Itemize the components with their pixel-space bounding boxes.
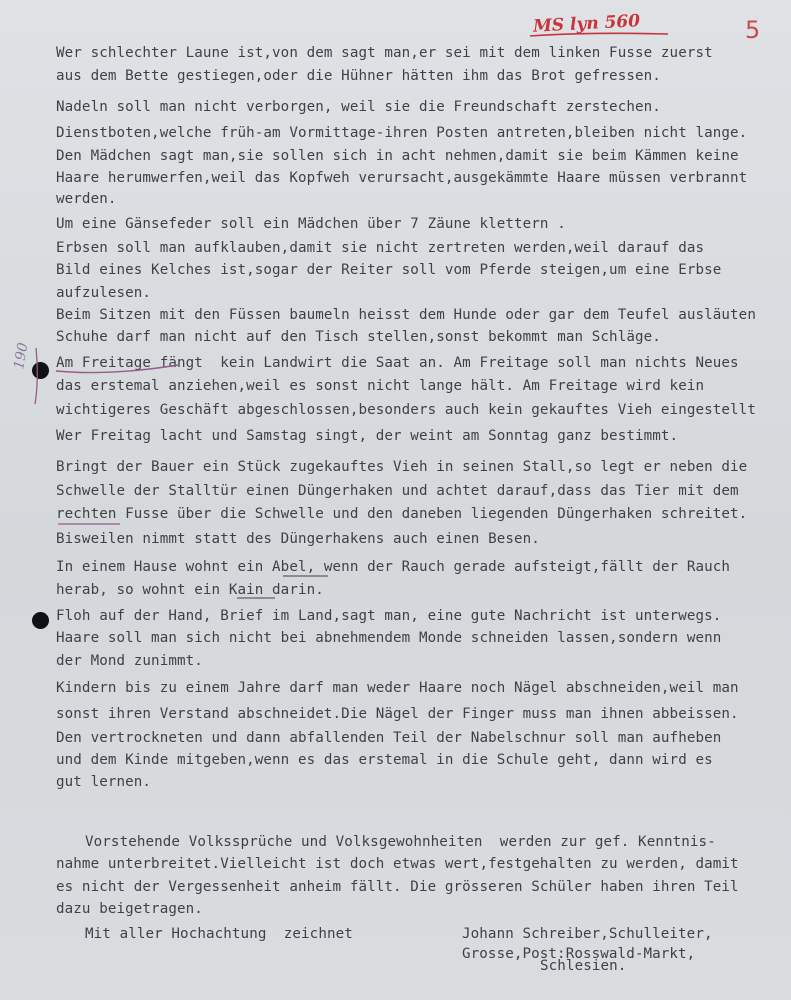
- punch-hole-upper: [32, 362, 49, 379]
- text-line: Bringt der Bauer ein Stück zugekauftes Vieh in seinen Stall,so legt er neben die: [56, 459, 748, 475]
- text-line: Den Mädchen sagt man,sie sollen sich in acht nehmen,damit sie beim Kämmen keine: [56, 148, 739, 164]
- text-line: Haare herumwerfen,weil das Kopfweh verursacht,ausgekämmte Haare müssen verbrannt: [56, 170, 748, 186]
- margin-pencil-note: 190: [11, 341, 32, 371]
- text-line: Den vertrockneten und dann abfallenden Teil der Nabelschnur soll man aufheben: [56, 730, 722, 746]
- text-line: Floh auf der Hand, Brief im Land,sagt man, eine gute Nachricht ist unterwegs.: [56, 608, 722, 624]
- text-line: Schwelle der Stalltür einen Düngerhaken und achtet darauf,dass das Tier mit dem: [56, 483, 739, 499]
- text-line: Haare soll man sich nicht bei abnehmendem Monde schneiden lassen,sondern wenn: [56, 630, 722, 646]
- punch-hole-lower: [32, 612, 49, 629]
- text-line: Um eine Gänsefeder soll ein Mädchen über 7 Zäune klettern .: [56, 216, 566, 232]
- text-line: In einem Hause wohnt ein Abel, wenn der Rauch gerade aufsteigt,fällt der Rauch: [56, 559, 731, 575]
- closing-line: Vorstehende Volkssprüche und Volksgewohnheiten werden zur gef. Kenntnis-: [85, 834, 716, 850]
- archive-reference-mark: MS lyn 560: [532, 11, 641, 37]
- page-number: 5: [745, 16, 761, 44]
- text-line: Erbsen soll man aufklauben,damit sie nicht zertreten werden,weil darauf das: [56, 240, 705, 256]
- signer-address: Grosse,Post:Rosswald-Markt,: [462, 946, 696, 962]
- text-line: herab, so wohnt ein Kain darin.: [56, 582, 324, 598]
- text-line: Schuhe darf man nicht auf den Tisch stellen,sonst bekommt man Schläge.: [56, 329, 661, 345]
- text-line: Nadeln soll man nicht verborgen, weil sie die Freundschaft zerstechen.: [56, 99, 661, 115]
- closing-line: dazu beigetragen.: [56, 901, 203, 917]
- text-line: Am Freitage fängt kein Landwirt die Saat an. Am Freitage soll man nichts Neues: [56, 355, 739, 371]
- closing-line: nahme unterbreitet.Vielleicht ist doch etwas wert,festgehalten zu werden, damit: [56, 856, 739, 872]
- text-line: Wer schlechter Laune ist,von dem sagt man,er sei mit dem linken Fusse zuerst: [56, 45, 713, 61]
- text-line: Beim Sitzen mit den Füssen baumeln heisst dem Hunde oder gar dem Teufel ausläuten: [56, 307, 756, 323]
- text-line: Dienstboten,welche früh-am Vormittage-ihren Posten antreten,bleiben nicht lange.: [56, 125, 748, 141]
- text-line: werden.: [56, 191, 117, 207]
- closing-line: es nicht der Vergessenheit anheim fällt. Die grösseren Schüler haben ihren Teil: [56, 879, 739, 895]
- text-line: aus dem Bette gestiegen,oder die Hühner hätten ihm das Brot gefressen.: [56, 68, 661, 84]
- text-line: wichtigeres Geschäft abgeschlossen,besonders auch kein gekauftes Vieh eingestellt: [56, 402, 756, 418]
- text-line: Bild eines Kelches ist,sogar der Reiter soll vom Pferde steigen,um eine Erbse: [56, 262, 722, 278]
- signer-name: Johann Schreiber,Schulleiter,: [462, 926, 713, 942]
- greeting-line: Mit aller Hochachtung zeichnet: [85, 926, 353, 942]
- text-line: und dem Kinde mitgeben,wenn es das erstemal in die Schule geht, dann wird es: [56, 752, 713, 768]
- text-line: das erstemal anziehen,weil es sonst nicht lange hält. Am Freitage wird kein: [56, 378, 705, 394]
- text-line: der Mond zunimmt.: [56, 653, 203, 669]
- text-line: Wer Freitag lacht und Samstag singt, der weint am Sonntag ganz bestimmt.: [56, 428, 679, 444]
- text-line: aufzulesen.: [56, 285, 152, 301]
- text-line: Kindern bis zu einem Jahre darf man weder Haare noch Nägel abschneiden,weil man: [56, 680, 739, 696]
- text-line: rechten Fusse über die Schwelle und den daneben liegenden Düngerhaken schreitet.: [56, 506, 748, 522]
- signer-region: Schlesien.: [540, 958, 627, 974]
- text-line: Bisweilen nimmt statt des Düngerhakens auch einen Besen.: [56, 531, 540, 547]
- text-line: gut lernen.: [56, 774, 152, 790]
- text-line: sonst ihren Verstand abschneidet.Die Nägel der Finger muss man ihnen abbeissen.: [56, 706, 739, 722]
